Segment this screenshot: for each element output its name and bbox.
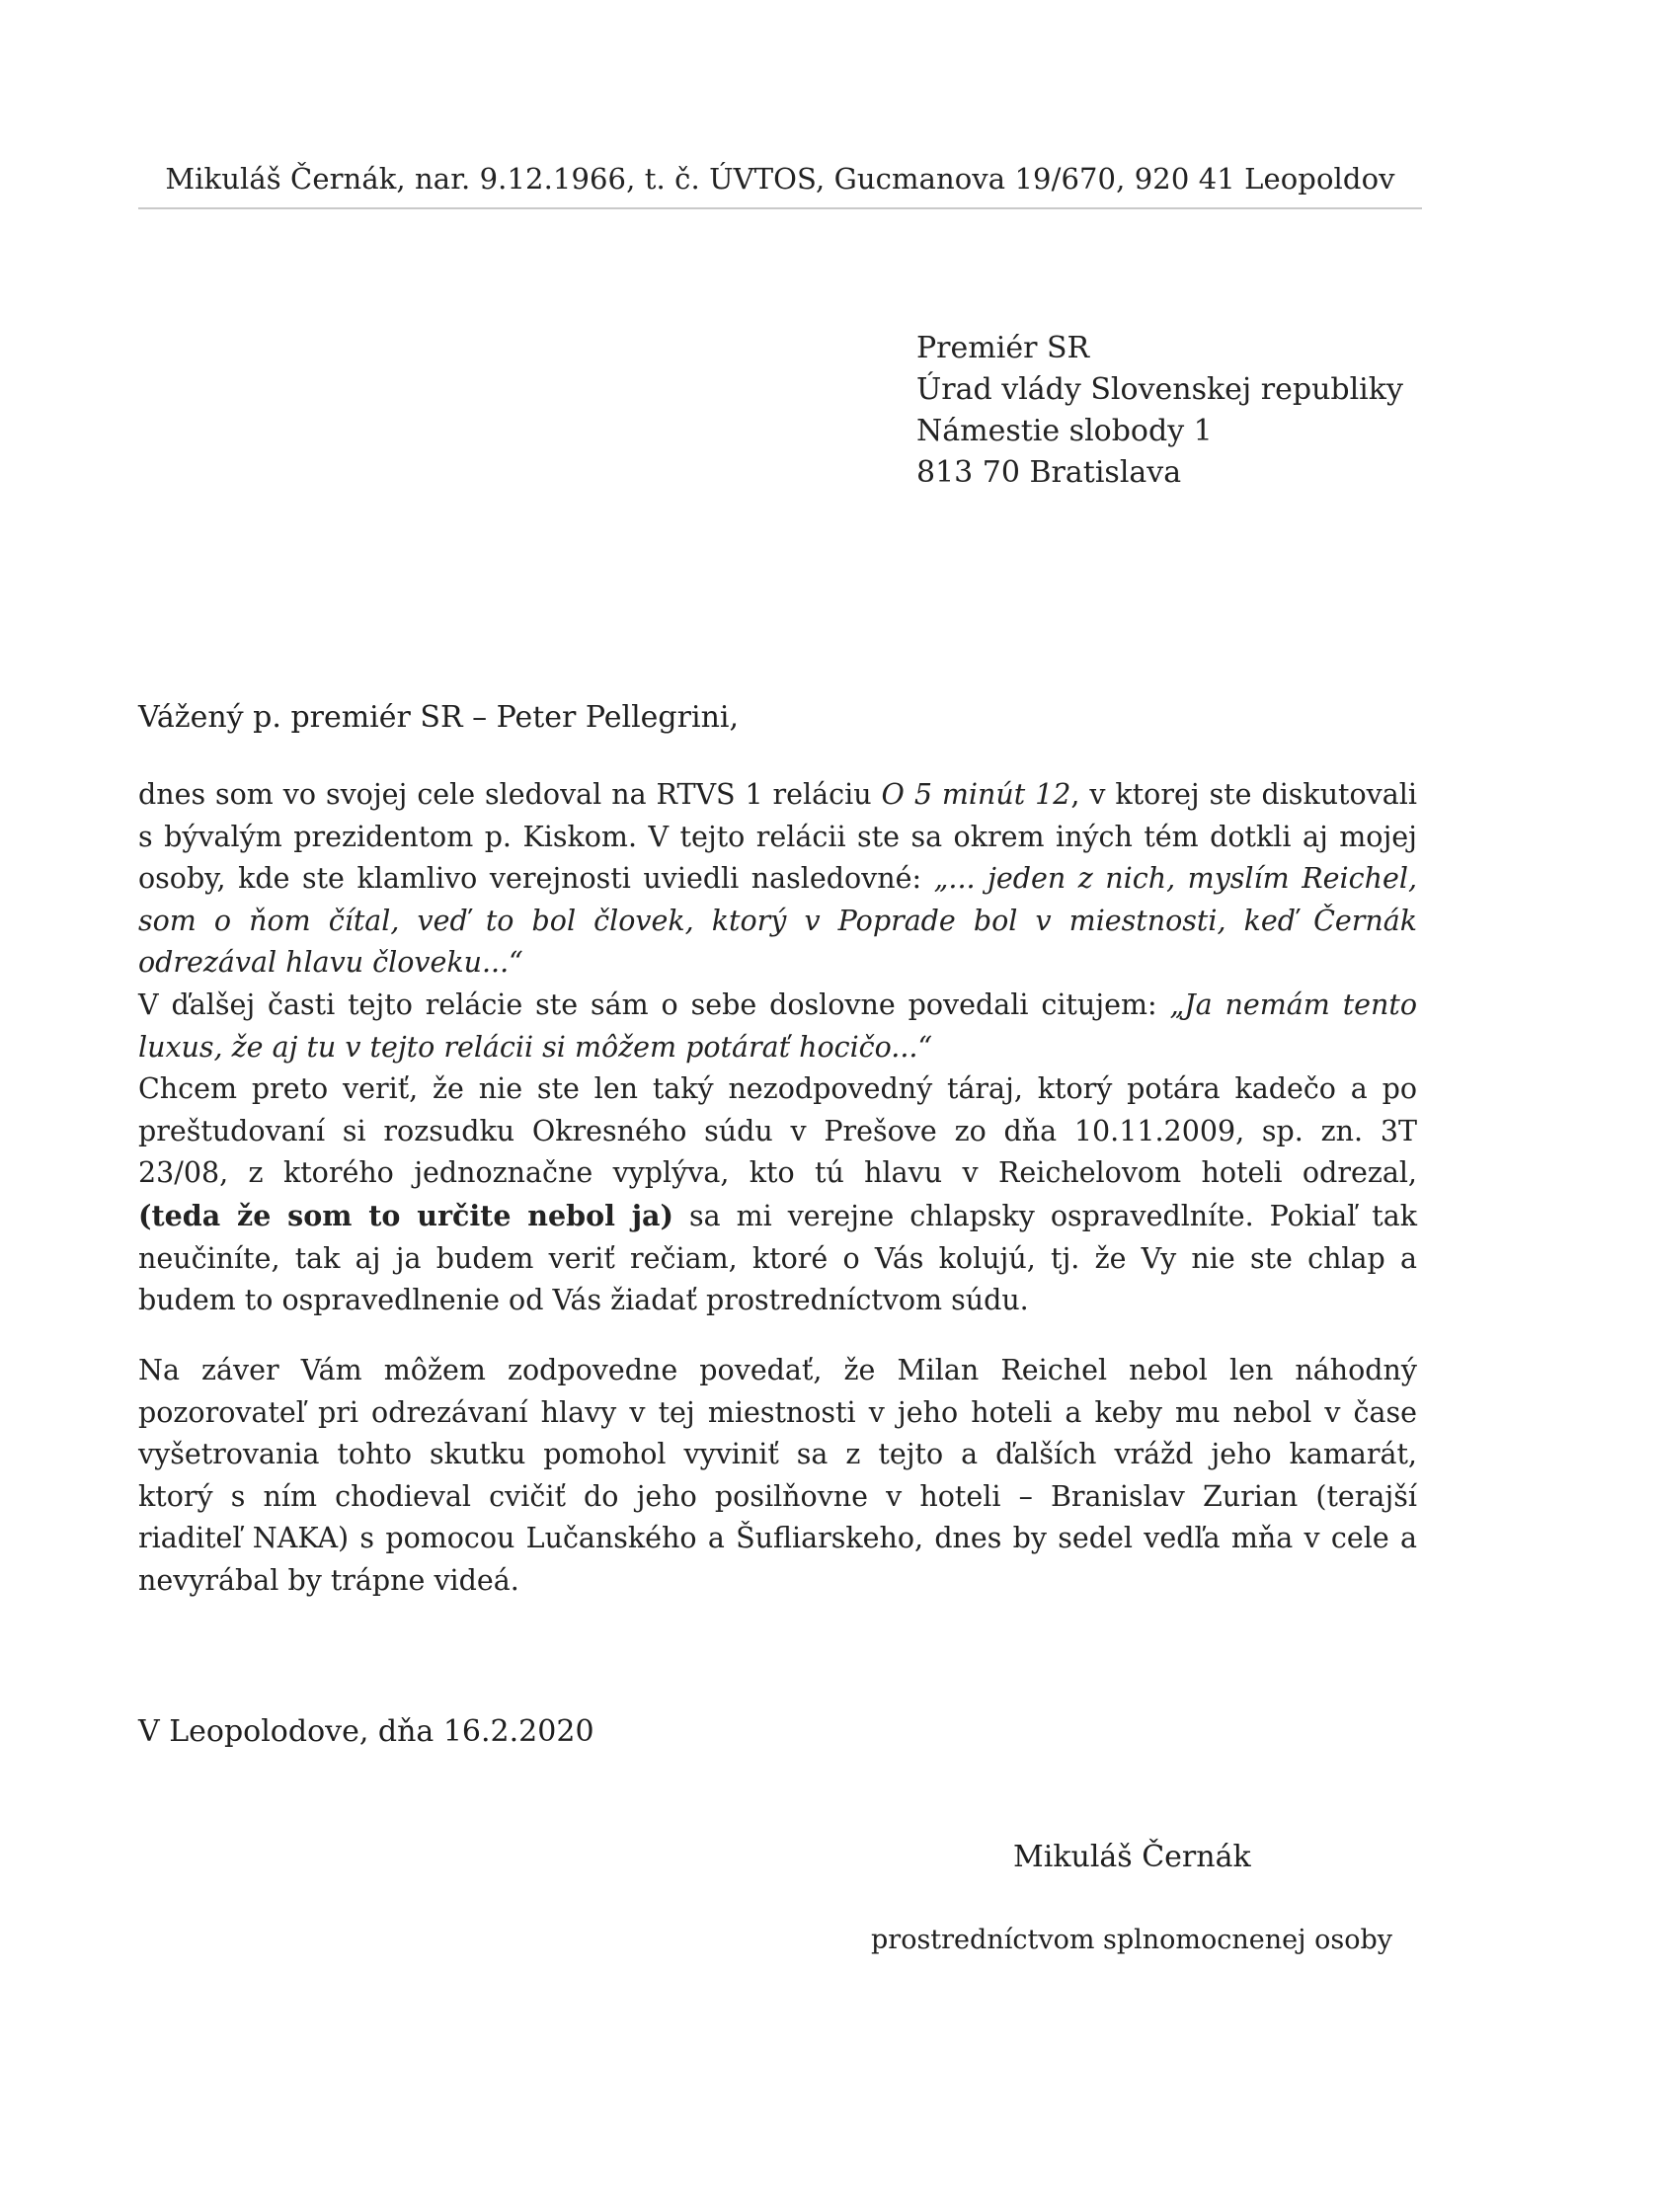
text-line bbox=[138, 985, 1417, 1027]
body-paragraph-1 bbox=[138, 774, 1417, 1322]
quote-segment: som o ňom čítal, veď to bol človek, ktorý v Poprade bol v miestnosti, keď Černák bbox=[138, 904, 1417, 937]
recipient-line-office: Úrad vlády Slovenskej republiky bbox=[916, 372, 1403, 407]
recipient-line-title: Premiér SR bbox=[916, 331, 1090, 365]
text-line: ktorý s ním chodieval cvičiť do jeho posilňovne v hoteli – Branislav Zurian (terajší bbox=[138, 1479, 1417, 1513]
text-line: Na záver Vám môžem zodpovedne povedať, že Milan Reichel nebol len náhodný bbox=[138, 1354, 1417, 1386]
text-line: riaditeľ NAKA) s pomocou Lučanského a Šufliarskeho, dnes by sedel vedľa mňa v cele a bbox=[138, 1522, 1417, 1555]
body-paragraph-2 bbox=[138, 1350, 1417, 1603]
text-line bbox=[138, 1027, 1417, 1069]
text-line: 23/08, z ktorého jednoznačne vyplýva, kto tú hlavu v Reichelovom hoteli odrezal, bbox=[138, 1156, 1417, 1190]
text-line: budem to ospravedlnenie od Vás žiadať prostredníctvom súdu. bbox=[138, 1284, 1029, 1317]
text-line bbox=[138, 774, 1417, 817]
text-line bbox=[138, 942, 1417, 985]
sender-header: Mikuláš Černák, nar. 9.12.1966, t. č. ÚVTOS, Gucmanova 19/670, 920 41 Leopoldov bbox=[165, 162, 1395, 196]
place-and-date: V Leopolodove, dňa 16.2.2020 bbox=[138, 1714, 594, 1749]
salutation: Vážený p. premiér SR – Peter Pellegrini, bbox=[138, 700, 740, 735]
text-segment: , v ktorej ste diskutovali bbox=[1070, 778, 1417, 811]
text-segment: sa mi verejne chlapsky ospravedlníte. Pokiaľ tak bbox=[673, 1199, 1417, 1232]
recipient-line-street: Námestie slobody 1 bbox=[916, 414, 1213, 448]
text-line: preštudovaní si rozsudku Okresného súdu v Prešove zo dňa 10.11.2009, sp. zn. 3T bbox=[138, 1114, 1417, 1147]
text-line: neučiníte, tak aj ja budem veriť rečiam, ktoré o Vás kolujú, tj. že Vy nie ste chlap a bbox=[138, 1241, 1417, 1275]
recipient-address bbox=[916, 328, 1529, 494]
text-line: s bývalým prezidentom p. Kiskom. V tejto relácii ste sa okrem iných tém dotkli aj mojej bbox=[138, 820, 1417, 853]
text-segment: dnes som vo svojej cele sledoval na RTVS 1 reláciu bbox=[138, 778, 882, 811]
text-line: Chcem preto veriť, že nie ste len taký nezodpovedný táraj, ktorý potára kadečo a po bbox=[138, 1072, 1417, 1106]
text-segment: V ďalšej časti tejto relácie ste sám o sebe doslovne povedali citujem: bbox=[138, 988, 1170, 1021]
header-divider bbox=[138, 207, 1422, 209]
program-title: O 5 minút 12 bbox=[881, 778, 1071, 811]
quote-segment: „... jeden z nich, myslím Reichel, bbox=[933, 862, 1418, 896]
recipient-line-city: 813 70 Bratislava bbox=[916, 455, 1182, 490]
text-line bbox=[138, 858, 1417, 901]
text-line: nevyrábal by trápne videá. bbox=[138, 1563, 519, 1597]
text-line bbox=[138, 901, 1417, 943]
signature-name: Mikuláš Černák bbox=[1013, 1840, 1251, 1874]
text-line: pozorovateľ pri odrezávaní hlavy v tej miestnosti v jeho hoteli a keby mu nebol v čase bbox=[138, 1395, 1417, 1429]
text-segment: osoby, kde ste klamlivo verejnosti uviedli nasledovné: bbox=[138, 862, 934, 896]
quote-segment: luxus, že aj tu v tejto relácii si môžem potárať hocičo...“ bbox=[138, 1030, 933, 1064]
signature-note: prostredníctvom splnomocnenej osoby bbox=[871, 1925, 1393, 1955]
text-line bbox=[138, 1195, 1417, 1238]
bold-segment: (teda že som to určite nebol ja) bbox=[138, 1198, 674, 1232]
quote-segment: „Ja nemám tento bbox=[1169, 988, 1417, 1021]
quote-segment: odrezával hlavu človeku...“ bbox=[138, 946, 523, 980]
text-line: vyšetrovania tohto skutku pomohol vyviniť sa z tejto a ďalších vrážd jeho kamarát, bbox=[138, 1438, 1417, 1471]
